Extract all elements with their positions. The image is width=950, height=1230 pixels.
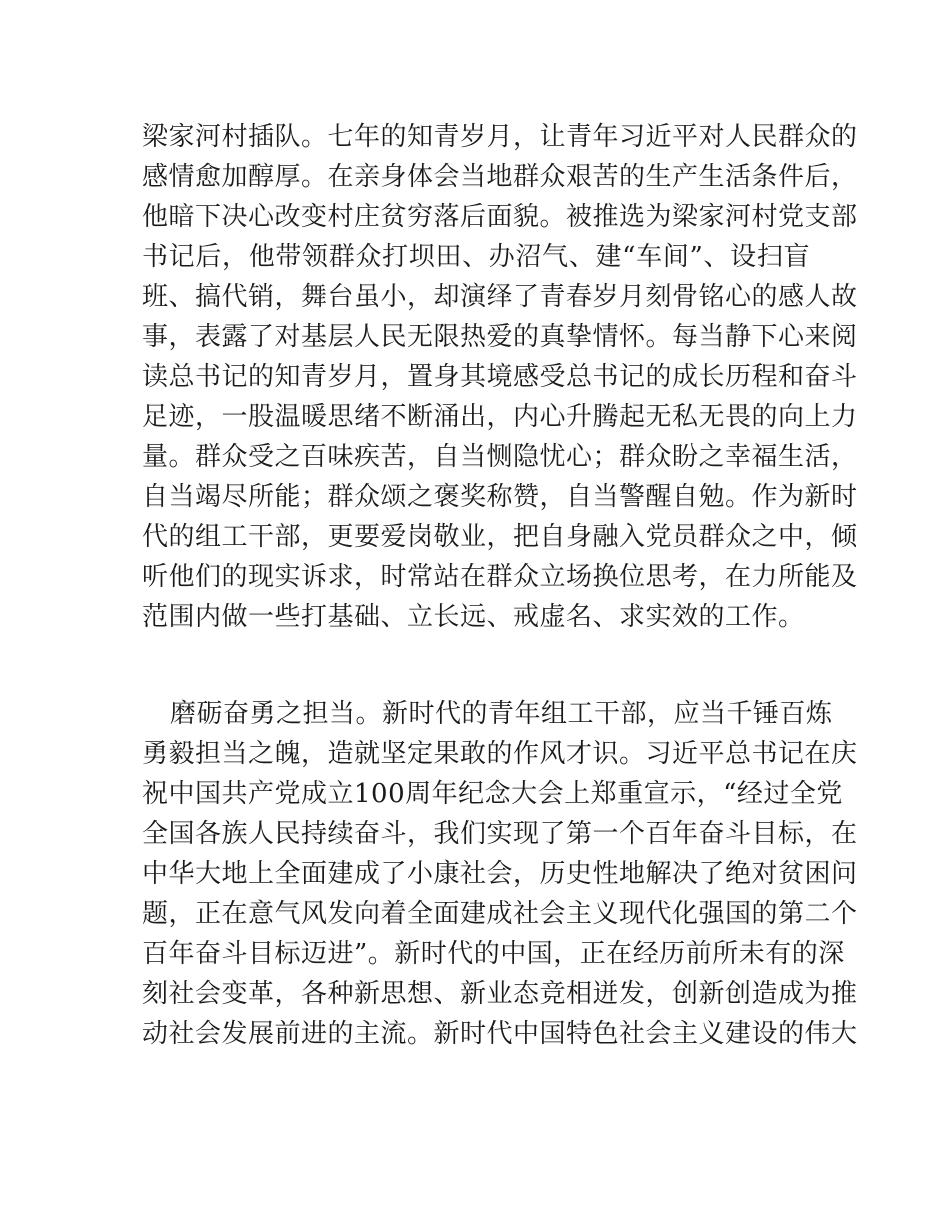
paragraph-line: 刻社会变革，各种新思想、新业态竞相迸发，创新创造成为推 bbox=[142, 979, 858, 1009]
paragraph-2 bbox=[142, 694, 858, 1054]
paragraph-line: 班、搞代销，舞台虽小，却演绎了青春岁月刻骨铭心的感人故 bbox=[142, 282, 858, 312]
paragraph-line: 足迹，一股温暖思绪不断涌出，内心升腾起无私无畏的向上力 bbox=[142, 402, 858, 432]
paragraph-line: 中华大地上全面建成了小康社会，历史性地解决了绝对贫困问 bbox=[142, 859, 858, 889]
paragraph-line: 范围内做一些打基础、立长远、戒虚名、求实效的工作。 bbox=[142, 602, 805, 632]
paragraph-line: 他暗下决心改变村庄贫穷落后面貌。被推选为梁家河村党支部 bbox=[142, 202, 858, 232]
paragraph-line: 感情愈加醇厚。在亲身体会当地群众艰苦的生产生活条件后， bbox=[142, 162, 858, 192]
paragraph-line: 书记后，他带领群众打坝田、办沼气、建“车间”、设扫盲 bbox=[142, 242, 810, 272]
paragraph-line: 祝中国共产党成立100周年纪念大会上郑重宣示，“经过全党 bbox=[142, 779, 843, 809]
paragraph-line: 勇毅担当之魄，造就坚定果敢的作风才识。习近平总书记在庆 bbox=[142, 739, 858, 769]
paragraph-line: 听他们的现实诉求，时常站在群众立场换位思考，在力所能及 bbox=[142, 562, 858, 592]
paragraph-line: 梁家河村插队。七年的知青岁月，让青年习近平对人民群众的 bbox=[142, 122, 858, 152]
paragraph-line: 百年奋斗目标迈进”。新时代的中国，正在经历前所未有的深 bbox=[142, 939, 845, 969]
paragraph-line: 读总书记的知青岁月，置身其境感受总书记的成长历程和奋斗 bbox=[142, 362, 858, 392]
paragraph-line: 全国各族人民持续奋斗，我们实现了第一个百年奋斗目标，在 bbox=[142, 819, 858, 849]
paragraph-line: 动社会发展前进的主流。新时代中国特色社会主义建设的伟大 bbox=[142, 1019, 858, 1049]
paragraph-line: 磨砺奋勇之担当。新时代的青年组工干部，应当千锤百炼 bbox=[170, 699, 833, 729]
paragraph-line: 代的组工干部，更要爱岗敬业，把自身融入党员群众之中，倾 bbox=[142, 522, 858, 552]
paragraph-line: 自当竭尽所能；群众颂之褒奖称赞，自当警醒自勉。作为新时 bbox=[142, 482, 858, 512]
paragraph-line: 量。群众受之百味疾苦，自当恻隐忧心；群众盼之幸福生活， bbox=[142, 442, 858, 472]
paragraph-1 bbox=[142, 117, 858, 637]
paragraph-line: 事，表露了对基层人民无限热爱的真挚情怀。每当静下心来阅 bbox=[142, 322, 858, 352]
paragraph-line: 题，正在意气风发向着全面建成社会主义现代化强国的第二个 bbox=[142, 899, 858, 929]
